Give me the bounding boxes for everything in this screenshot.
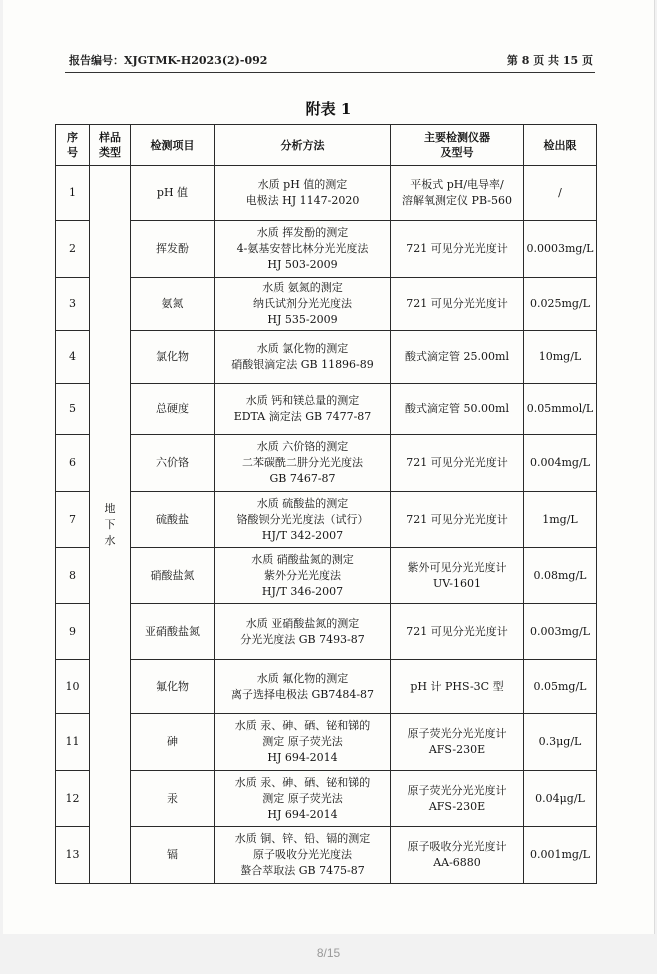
table-row [56,331,597,384]
detection-limit: 0.001mg/L [524,827,597,884]
document-page [3,0,655,934]
header-divider [65,72,595,73]
instrument: 酸式滴定管 25.00ml [391,331,524,384]
row-number: 2 [56,221,90,278]
analysis-method: 水质 氨氮的测定 纳氏试剂分光光度法 HJ 535-2009 [215,278,391,331]
test-item: 六价铬 [131,435,215,492]
instrument: 721 可见分光光度计 [391,492,524,548]
detection-limit: 0.3μg/L [524,714,597,771]
instrument: 721 可见分光光度计 [391,221,524,278]
row-number: 12 [56,771,90,827]
row-number: 7 [56,492,90,548]
test-item: 砷 [131,714,215,771]
detection-limit: 0.05mg/L [524,660,597,714]
table-row [56,771,597,827]
row-number: 9 [56,604,90,660]
detection-limit: 0.003mg/L [524,604,597,660]
instrument: 原子荧光分光光度计 AFS-230E [391,771,524,827]
table-row [56,604,597,660]
test-item: 镉 [131,827,215,884]
detection-limit: 0.08mg/L [524,548,597,604]
detection-methods-table [55,124,597,884]
report-number: 报告编号：XJGTMK-H2023(2)-092 [69,54,268,67]
row-number: 1 [56,166,90,221]
row-number: 13 [56,827,90,884]
row-number: 6 [56,435,90,492]
instrument: 平板式 pH/电导率/ 溶解氧测定仪 PB-560 [391,166,524,221]
table-row [56,384,597,435]
row-number: 4 [56,331,90,384]
table-row [56,548,597,604]
detection-limit: 10mg/L [524,331,597,384]
row-number: 5 [56,384,90,435]
instrument: pH 计 PHS-3C 型 [391,660,524,714]
col-header: 主要检测仪器 及型号 [391,125,524,166]
table-row [56,221,597,278]
col-header: 检出限 [524,125,597,166]
detection-limit: 0.0003mg/L [524,221,597,278]
test-item: 氯化物 [131,331,215,384]
detection-limit: 0.04μg/L [524,771,597,827]
test-item: 总硬度 [131,384,215,435]
row-number: 10 [56,660,90,714]
test-item: 氟化物 [131,660,215,714]
detection-limit: / [524,166,597,221]
analysis-method: 水质 汞、砷、硒、铋和锑的 测定 原子荧光法 HJ 694-2014 [215,771,391,827]
row-number: 11 [56,714,90,771]
test-item: 硫酸盐 [131,492,215,548]
col-header: 检测项目 [131,125,215,166]
test-item: 亚硝酸盐氮 [131,604,215,660]
instrument: 721 可见分光光度计 [391,435,524,492]
analysis-method: 水质 硫酸盐的测定 铬酸钡分光光度法（试行） HJ/T 342-2007 [215,492,391,548]
col-header: 序 号 [56,125,90,166]
row-number: 8 [56,548,90,604]
instrument: 原子荧光分光光度计 AFS-230E [391,714,524,771]
analysis-method: 水质 铜、锌、铅、镉的测定 原子吸收分光光度法 螯合萃取法 GB 7475-87 [215,827,391,884]
test-item: pH 值 [131,166,215,221]
analysis-method: 水质 汞、砷、硒、铋和锑的 测定 原子荧光法 HJ 694-2014 [215,714,391,771]
table-row [56,166,597,221]
instrument: 原子吸收分光光度计 AA-6880 [391,827,524,884]
analysis-method: 水质 pH 值的测定 电极法 HJ 1147-2020 [215,166,391,221]
detection-limit: 0.05mmol/L [524,384,597,435]
analysis-method: 水质 氟化物的测定 离子选择电极法 GB7484-87 [215,660,391,714]
test-item: 硝酸盐氮 [131,548,215,604]
test-item: 挥发酚 [131,221,215,278]
detection-limit: 0.004mg/L [524,435,597,492]
instrument: 721 可见分光光度计 [391,278,524,331]
instrument: 紫外可见分光光度计 UV-1601 [391,548,524,604]
table-row [56,278,597,331]
page-indicator: 8/15 [316,946,341,960]
analysis-method: 水质 挥发酚的测定 4-氨基安替比林分光光度法 HJ 503-2009 [215,221,391,278]
table-header-row [56,125,597,166]
table-row [56,435,597,492]
table-row [56,492,597,548]
row-number: 3 [56,278,90,331]
test-item: 氨氮 [131,278,215,331]
analysis-method: 水质 亚硝酸盐氮的测定 分光光度法 GB 7493-87 [215,604,391,660]
table-row [56,660,597,714]
analysis-method: 水质 氯化物的测定 硝酸银滴定法 GB 11896-89 [215,331,391,384]
detection-limit: 0.025mg/L [524,278,597,331]
col-header: 分析方法 [215,125,391,166]
page-info: 第 8 页 共 15 页 [506,54,593,67]
analysis-method: 水质 钙和镁总量的测定 EDTA 滴定法 GB 7477-87 [215,384,391,435]
col-header: 样品 类型 [90,125,131,166]
table-row [56,714,597,771]
instrument: 酸式滴定管 50.00ml [391,384,524,435]
table-row [56,827,597,884]
instrument: 721 可见分光光度计 [391,604,524,660]
sample-type: 地 下 水 [90,166,131,884]
detection-limit: 1mg/L [524,492,597,548]
test-item: 汞 [131,771,215,827]
analysis-method: 水质 六价铬的测定 二苯碳酰二肼分光光度法 GB 7467-87 [215,435,391,492]
analysis-method: 水质 硝酸盐氮的测定 紫外分光光度法 HJ/T 346-2007 [215,548,391,604]
table-title: 附表 1 [305,100,352,118]
